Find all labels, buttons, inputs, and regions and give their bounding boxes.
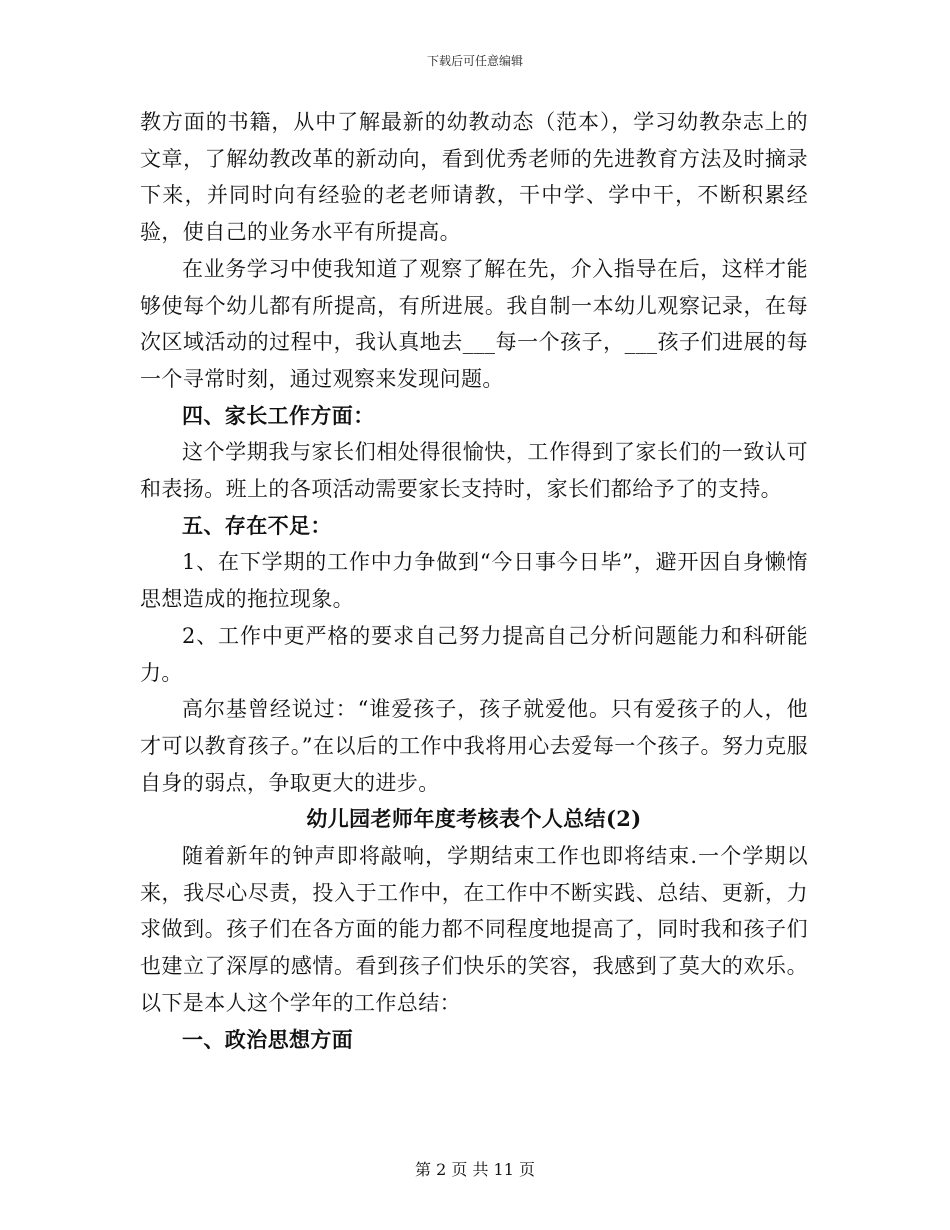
list-item-shortcoming-1: 1、在下学期的工作中力争做到“今日事今日毕”，避开因自身懒惰思想造成的拖拉现象。 (140, 550, 808, 612)
section-heading-parents: 四、家长工作方面： (182, 402, 375, 428)
paragraph-intro-2: 随着新年的钟声即将敲响，学期结束工作也即将结束.一个学期以来，我尽心尽责，投入于工作中，在工作中不断实践、总结、更新，力求做到。孩子们在各方面的能力都不同程度地提高了，同时我和孩子们也建立了深厚的感情。看到孩子们快乐的笑容，我感到了莫大的欢乐。以下是本人这个学年的工作总结： (140, 844, 808, 1015)
document-title-2: 幼儿园老师年度考核表个人总结(2) (306, 806, 642, 832)
paragraph-observation: 在业务学习中使我知道了观察了解在先，介入指导在后，这样才能够使每个幼儿都有所提高，有所进展。我自制一本幼儿观察记录，在每次区域活动的过程中，我认真地去___每一个孩子，___孩子们进展的每一个寻常时刻，通过观察来发现问题。 (140, 256, 808, 391)
page-footer: 第 2 页 共 11 页 (415, 1160, 535, 1179)
paragraph-parents: 这个学期我与家长们相处得很愉快，工作得到了家长们的一致认可和表扬。班上的各项活动需要家长支持时，家长们都给予了的支持。 (140, 440, 808, 502)
paragraph-quote: 高尔基曾经说过：“谁爱孩子，孩子就爱他。只有爱孩子的人，他才可以教育孩子。”在以后的工作中我将用心去爱每一个孩子。努力克服自身的弱点，争取更大的进步。 (140, 697, 808, 795)
list-item-shortcoming-2: 2、工作中更严格的要求自己努力提高自己分析问题能力和科研能力。 (140, 623, 808, 685)
document-body (140, 104, 808, 1058)
paragraph-continuation: 教方面的书籍，从中了解最新的幼教动态（范本），学习幼教杂志上的文章，了解幼教改革的新动向，看到优秀老师的先进教育方法及时摘录下来，并同时向有经验的老老师请教，干中学、学中干，不断积累经验，使自己的业务水平有所提高。 (140, 110, 808, 245)
section-heading-shortcomings: 五、存在不足： (182, 512, 332, 538)
page-header: 下载后可任意编辑 (426, 54, 523, 68)
section-heading-political: 一、政治思想方面 (182, 1026, 354, 1052)
